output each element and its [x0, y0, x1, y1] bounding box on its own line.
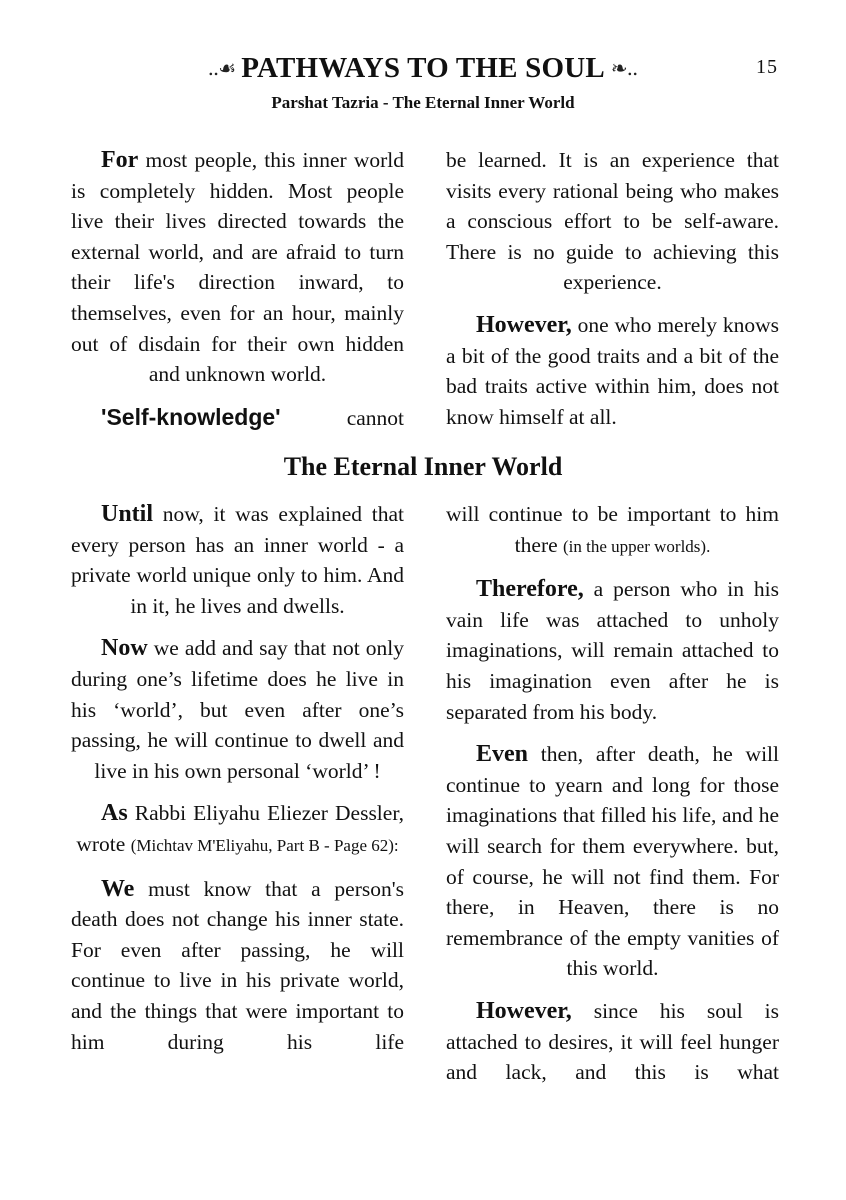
paragraph-text: must know that a person's death does not change his inner state. For even after passing, he will continue to live in his private world, and the things that were important to him during his life	[71, 876, 404, 1054]
paragraph-text: since his soul is attached to desires, it will feel hunger and lack, and this is what	[446, 998, 779, 1085]
book-title: PATHWAYS TO THE SOUL	[241, 51, 605, 84]
lead-word: For	[101, 147, 139, 173]
paragraph-text: cannot	[280, 405, 404, 430]
lead-word: 'Self-knowledge'	[101, 403, 281, 430]
bottom-right-column	[446, 499, 779, 1100]
paragraph	[71, 145, 404, 390]
paragraph-text: now, it was explained that every person has an inner world - a private world unique only to him. And in it, he lives and dwells.	[71, 502, 404, 618]
top-left-column	[71, 145, 404, 445]
lead-word: As	[101, 800, 128, 827]
paragraph-text: will continue to be important to him there	[446, 502, 779, 557]
ornament-left-icon: ..☙	[207, 56, 236, 80]
bottom-left-column	[71, 499, 404, 1069]
lead-word: However,	[476, 311, 572, 338]
running-title	[130, 48, 715, 88]
page-number: 15	[756, 56, 778, 78]
paragraph	[446, 310, 779, 432]
top-right-column	[446, 145, 779, 444]
lead-word: We	[101, 875, 135, 902]
paragraph	[71, 798, 404, 861]
paragraph	[71, 499, 404, 621]
paragraph-text: then, after death, he will continue to yearn and long for those imaginations that filled his life, and he will search for them everywhere. but, of course, he will not find them. For there, in Heaven, there is no remembrance of the empty vanities of this world.	[446, 742, 779, 981]
paragraph	[71, 402, 404, 434]
paragraph	[446, 574, 779, 727]
paragraph	[446, 145, 779, 298]
lead-word: Until	[101, 501, 154, 527]
paragraph-text: Rabbi Eliyahu Eliezer Dessler, wrote	[76, 801, 404, 856]
paragraph	[71, 874, 404, 1058]
page-header	[0, 48, 846, 92]
citation: (in the upper worlds).	[563, 536, 711, 556]
lead-word: Now	[101, 635, 148, 662]
citation: (Michtav M'Eliyahu, Part B - Page 62):	[130, 835, 399, 855]
paragraph	[446, 499, 779, 562]
paragraph-text: most people, this inner world is completely hidden. Most people live their lives directed towards the external world, and are afraid to turn their life's direction inward, to themselves, even for an hour, mainly out of disdain for their own hidden and unknown world.	[71, 148, 404, 387]
paragraph	[446, 739, 779, 984]
paragraph-text: we add and say that not only during one’s lifetime does he live in his ‘world’, but even after one’s passing, he will continue to dwell and live in his own personal ‘world’ !	[71, 636, 404, 783]
paragraph-text: one who merely knows a bit of the good traits and a bit of the bad traits active within him, does not know himself at all.	[446, 312, 779, 429]
section-heading: The Eternal Inner World	[283, 452, 563, 481]
lead-word: However,	[476, 997, 572, 1024]
paragraph	[446, 996, 779, 1088]
chapter-subtitle: Parshat Tazria - The Eternal Inner World	[271, 93, 575, 112]
paragraph	[71, 633, 404, 786]
lead-word: Even	[476, 741, 529, 768]
lead-word: Therefore,	[476, 576, 584, 603]
paragraph-text: a person who in his vain life was attached to unholy imaginations, will remain attached to his imagination even after he is separated from his body.	[446, 577, 779, 724]
ornament-right-icon: ❧..	[610, 56, 638, 80]
paragraph-text: be learned. It is an experience that visits every rational being who makes a conscious effort to be self-aware. There is no guide to achieving this experience.	[446, 148, 779, 295]
